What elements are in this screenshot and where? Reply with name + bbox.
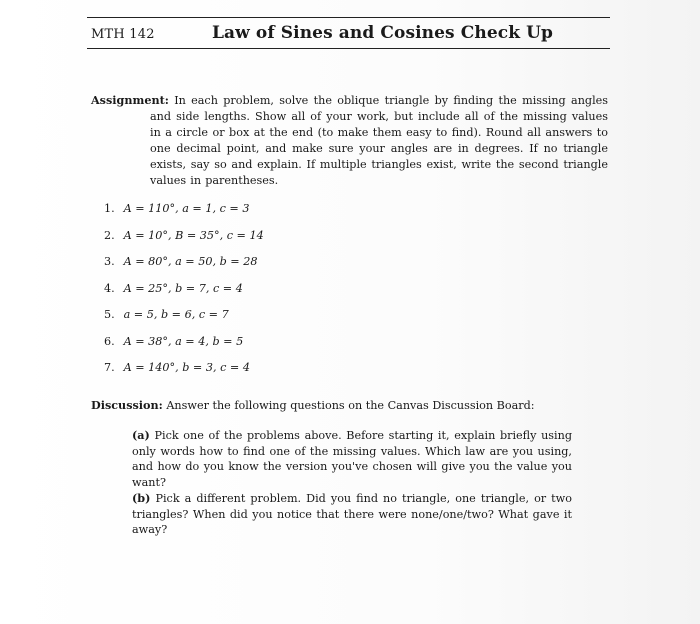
discussion-question-b: [132, 491, 572, 538]
discussion-label: Discussion:: [91, 398, 163, 412]
problem-number: 4.: [104, 281, 115, 295]
problem-number: 7.: [104, 361, 115, 374]
problem-given: A = 110°, a = 1, c = 3: [123, 202, 250, 215]
question-text: Pick a different problem. Did you find no triangle, one triangle, or two triangles? When did you notice that there were none/one/two? What gave it away?: [132, 492, 572, 536]
discussion-questions: [132, 428, 572, 539]
problem-item: [104, 306, 264, 333]
discussion-question-a: [132, 428, 572, 490]
problem-given: A = 80°, a = 50, b = 28: [123, 255, 258, 268]
problem-given: a = 5, b = 6, c = 7: [123, 308, 229, 321]
problem-item: [104, 280, 264, 307]
problem-given: A = 25°, b = 7, c = 4: [123, 281, 243, 295]
problem-item: [104, 253, 264, 280]
document-title: Law of Sines and Cosines Check Up: [212, 23, 554, 43]
assignment-paragraph: [91, 92, 608, 189]
problem-number: 2.: [104, 228, 115, 242]
assignment-text: In each problem, solve the oblique triangle by finding the missing angles and side lengths. Show all of your work, but include all of the missing values in a circle or box at the end (to make them easy to find). Round all answers to one decimal point, and make sure your angles are in degrees. If no triangle exists, say so and explain. If multiple triangles exist, write the second triangle values in parentheses.: [150, 94, 609, 187]
problem-item: [104, 359, 264, 386]
problem-list: [104, 200, 264, 386]
question-label: (a): [132, 428, 150, 442]
problem-given: A = 140°, b = 3, c = 4: [123, 361, 250, 374]
problem-item: [104, 333, 264, 360]
problem-given: A = 10°, B = 35°, c = 14: [123, 228, 264, 242]
question-text: Pick one of the problems above. Before starting it, explain briefly using only words how to find one of the missing values. Which law are you using, and how do you know the version you've chosen will give you the value you want?: [132, 429, 572, 489]
title-rule: [87, 48, 610, 49]
problem-number: 1.: [104, 202, 115, 215]
discussion-heading: [91, 398, 535, 412]
discussion-intro: Answer the following questions on the Canvas Discussion Board:: [166, 399, 535, 412]
course-code: MTH 142: [91, 27, 155, 42]
assignment-label: Assignment:: [91, 93, 169, 107]
question-label: (b): [132, 491, 151, 505]
problem-item: [104, 200, 264, 227]
problem-number: 6.: [104, 334, 115, 348]
problem-item: [104, 227, 264, 254]
top-rule: [87, 17, 610, 18]
problem-number: 5.: [104, 308, 115, 321]
problem-given: A = 38°, a = 4, b = 5: [123, 334, 244, 348]
problem-number: 3.: [104, 255, 115, 268]
